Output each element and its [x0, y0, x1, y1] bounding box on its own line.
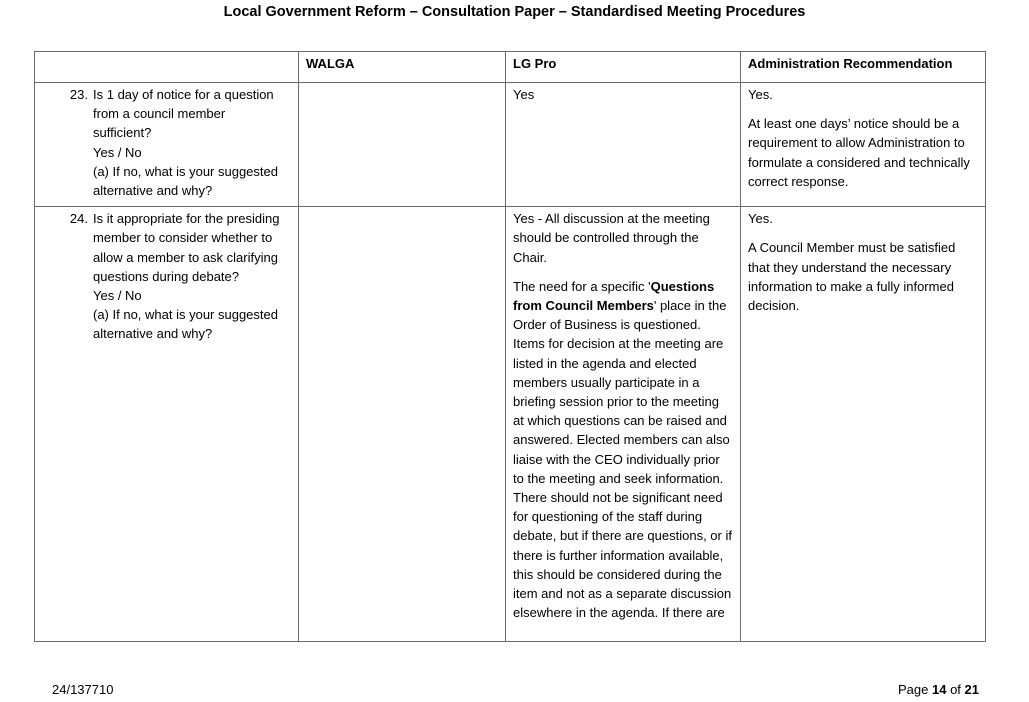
question-line: alternative and why? [93, 326, 213, 342]
lgpro-emphasis: Questions from Council Members [513, 278, 715, 314]
page-label: Page [897, 682, 929, 697]
question-line: sufficient? [93, 125, 152, 141]
question-line: questions during debate? [93, 268, 240, 284]
column-header-question [35, 52, 299, 83]
lgpro-response: Yes - All discussion at the meeting should be controlled through the Chair. [513, 211, 710, 265]
question-line: Yes / No [93, 144, 142, 160]
consultation-table [34, 51, 986, 642]
walga-cell [299, 207, 506, 642]
lgpro-text: ' place in the Order of Business is questioned. Items for decision at the meeting are listed in the agenda and elected members usually participate in a briefing session prior to the meeting at which questions can be raised and answered. Elected members can also liaise with the CEO individually prior to the meeting and seek information. There should not be significant need for questioning of the staff during debate, but if there are questions, or if there is further information available, this should be considered during the item and not as a separate discussion elsewhere in the agenda. If there are [513, 298, 732, 621]
question-line: Is it appropriate for the presiding [93, 211, 280, 227]
lgpro-comment [513, 277, 733, 623]
page-of: of [950, 682, 961, 697]
question-number: 24. [69, 211, 88, 227]
admin-comment: At least one days’ notice should be a requirement to allow Administration to formulate a considered and technically correct response. [748, 116, 970, 189]
question-line: from a council member [93, 106, 226, 122]
question-text [88, 209, 279, 343]
page-number [898, 682, 979, 697]
question-text [88, 85, 278, 200]
walga-cell [299, 83, 506, 207]
question-number: 23. [69, 87, 88, 102]
table-row [35, 207, 986, 642]
admin-answer: Yes. [748, 211, 773, 227]
column-header-admin: Administration Recommendation [741, 52, 986, 83]
admin-cell [741, 83, 986, 207]
lgpro-cell [506, 83, 741, 207]
lgpro-text: The need for a specific ' [513, 278, 651, 294]
lgpro-response: Yes [513, 87, 535, 102]
column-header-lgpro: LG Pro [506, 52, 741, 83]
table-row [35, 83, 986, 207]
question-line: Is 1 day of notice for a question [93, 87, 274, 102]
question-line: member to consider whether to [93, 230, 273, 246]
page-total: 21 [964, 682, 979, 697]
admin-answer: Yes. [748, 87, 773, 102]
question-line: (a) If no, what is your suggested [93, 163, 278, 179]
admin-cell [741, 207, 986, 642]
page-current: 14 [931, 682, 947, 697]
question-cell [35, 83, 299, 207]
column-header-walga: WALGA [299, 52, 506, 83]
lgpro-cell [506, 207, 741, 642]
question-cell [35, 207, 299, 642]
question-line: allow a member to ask clarifying [93, 249, 278, 265]
admin-comment: A Council Member must be satisfied that they understand the necessary information to make a fully informed decision. [748, 240, 956, 314]
table-header-row [35, 52, 986, 83]
question-line: Yes / No [93, 288, 142, 304]
question-line: alternative and why? [93, 183, 213, 199]
question-line: (a) If no, what is your suggested [93, 307, 278, 323]
document-reference: 24/137710 [52, 682, 114, 697]
document-title: Local Government Reform – Consultation Paper – Standardised Meeting Procedures [223, 4, 806, 20]
